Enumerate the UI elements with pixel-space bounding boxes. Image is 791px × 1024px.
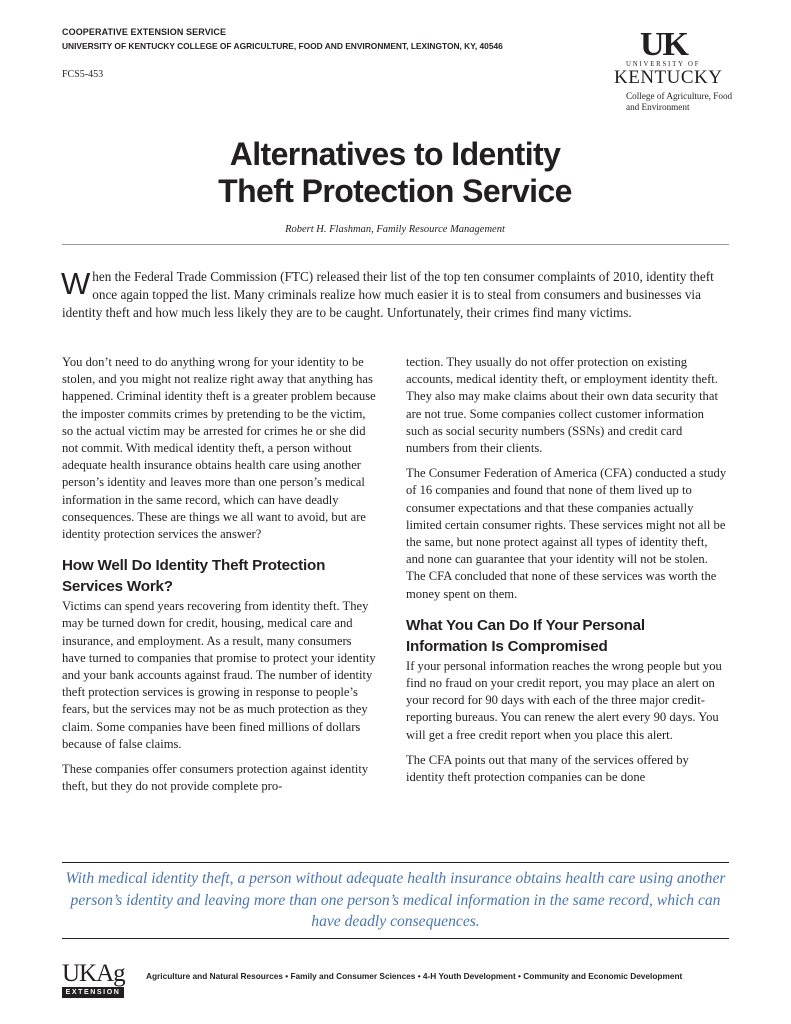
body-paragraph: tection. They usually do not offer protection on existing accounts, medical identity theft, or employment identity theft. They also may make claims about their own data security that are not true. Some companies collect customer information such as social security numbers (SSNs) and credit card numbers from their clients. — [406, 355, 718, 456]
uk-logo-mark: UK — [640, 26, 687, 63]
intro-paragraph — [62, 268, 726, 323]
service-header: COOPERATIVE EXTENSION SERVICE — [62, 27, 227, 37]
uk-logo-college: College of Agriculture, Food and Environment — [626, 91, 733, 112]
publication-number: FCS5-453 — [62, 69, 104, 80]
title-divider — [62, 244, 729, 245]
intro-text: hen the Federal Trade Commission (FTC) released their list of the top ten consumer complaints of 2010, identity theft once again topped the list. Many criminals realize how much easier it is to steal from consumers and businesses via identity theft and how much less likely they are to be caught. Unfortunately, their crimes find many victims. — [62, 269, 714, 321]
body-paragraph: You don’t need to do anything wrong for your identity to be stolen, and you might not realize right away that anything has happened. Criminal identity theft is a greater problem because the imposter commits crimes by pretending to be the victim, so the actual victim may be arrested for crimes he or she did not commit. With medical identity theft, a person without adequate health insurance obtains health care using another person’s identity and leaves more than one person’s medical information in the same record, which can have deadly consequences. These are things we all want to avoid, but are identity protection services the answer? — [62, 355, 376, 542]
section-heading: How Well Do Identity Theft Protection Services Work? — [62, 557, 326, 596]
footer-program-areas: Agriculture and Natural Resources • Family and Consumer Sciences • 4-H Youth Development • Community and Economic Development — [146, 971, 683, 981]
body-paragraph: These companies offer consumers protection against identity theft, but they do not provide complete pro- — [62, 762, 369, 794]
body-paragraph: If your personal information reaches the wrong people but you find no fraud on your credit report, you may place an alert on your record for 90 days with each of the three major credit-reporting bureaus. You can renew the alert every 90 days. You will get a free credit report when you place this alert. — [406, 658, 722, 742]
uk-logo — [610, 26, 733, 114]
pull-quote: With medical identity theft, a person without adequate health insurance obtains health care using another person’s identity and leaving more than one person’s medical information in the same record, which can have deadly consequences. — [65, 870, 726, 930]
college-address-line: UNIVERSITY OF KENTUCKY COLLEGE OF AGRICULTURE, FOOD AND ENVIRONMENT, LEXINGTON, KY, 40546 — [62, 41, 503, 51]
section-heading: What You Can Do If Your Personal Information Is Compromised — [406, 616, 645, 655]
ukag-logo-mark: UKAg — [62, 960, 125, 987]
uk-logo-kentucky: KENTUCKY — [614, 67, 723, 88]
ukag-extension-logo — [62, 961, 132, 999]
title-line-2: Theft Protection Service — [218, 173, 572, 209]
body-paragraph: The CFA points out that many of the services offered by identity theft protection companies can be done — [406, 752, 689, 785]
author-byline: Robert H. Flashman, Family Resource Management — [285, 224, 505, 235]
body-paragraph: The Consumer Federation of America (CFA) conducted a study of 16 companies and found that none of them lived up to consumer expectations and that these companies actually limited certain consumer rights. These services might not all be the same, but none protect against all types of identity theft, and none can guarantee that your identity will not be stolen. The CFA concluded that none of these services was worth the money spent on them. — [406, 466, 727, 601]
title-line-1: Alternatives to Identity — [229, 136, 561, 172]
pull-quote-rule-bottom — [62, 938, 729, 939]
document-title — [90, 136, 700, 210]
body-paragraph: Victims can spend years recovering from identity theft. They may be turned down for credit, housing, medical care and insurance, and employment. As a result, many consumers have turned to companies that promise to protect your identity and your bank accounts against fraud. The number of identity theft protection services is growing in response to people’s fears, but the services may not be as much protection as they claim. Some companies have been fined millions of dollars because of false claims. — [62, 599, 376, 751]
ukag-logo-bar: EXTENSION — [62, 987, 124, 998]
uk-logo-university: UNIVERSITY OF — [626, 61, 701, 68]
pull-quote-rule-top — [62, 862, 729, 863]
right-column — [406, 354, 728, 794]
left-column — [62, 354, 376, 803]
drop-cap: W — [61, 266, 91, 301]
